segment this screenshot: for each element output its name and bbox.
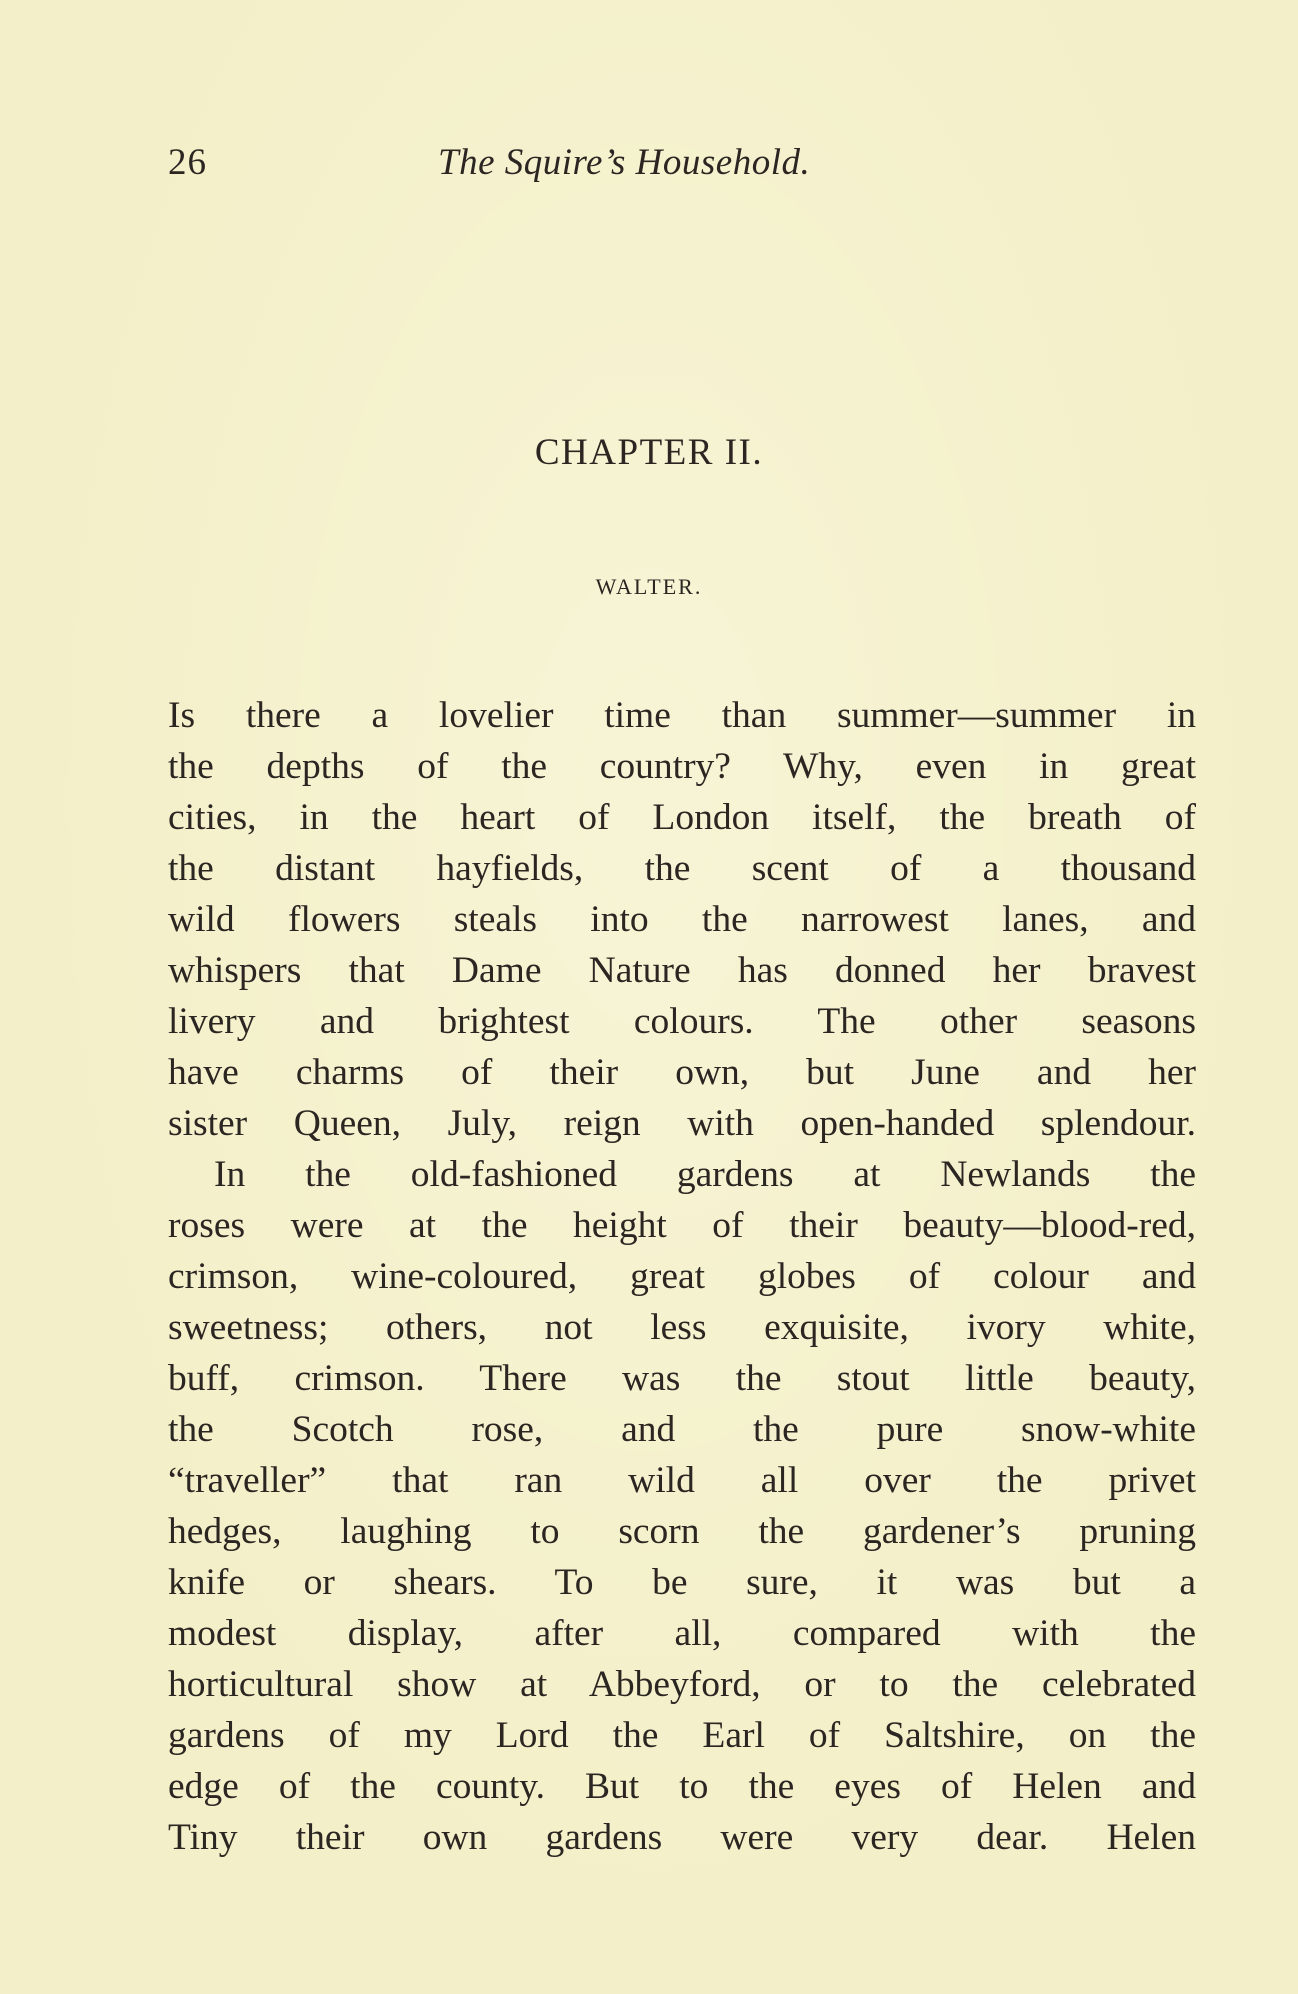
text-line: Is there a lovelier time than summer—summer in [168, 695, 1196, 736]
text-line: the distant hayfields, the scent of a thousand [168, 848, 1196, 889]
chapter-subtitle: WALTER. [595, 574, 703, 599]
text-line: “traveller” that ran wild all over the privet [168, 1460, 1196, 1501]
text-line: have charms of their own, but June and her [168, 1052, 1196, 1093]
chapter-heading: CHAPTER II. [534, 432, 764, 473]
text-line: the Scotch rose, and the pure snow-white [168, 1409, 1196, 1450]
text-line: whispers that Dame Nature has donned her bravest [168, 950, 1196, 991]
text-line: wild flowers steals into the narrowest lanes, and [168, 899, 1196, 940]
text-line: roses were at the height of their beauty—blood-red, [168, 1205, 1196, 1246]
running-head [168, 138, 928, 188]
text-line: Tiny their own gardens were very dear. Helen [168, 1817, 1196, 1858]
text-line: sister Queen, July, reign with open-handed splendour. [168, 1103, 1196, 1144]
text-line: the depths of the country? Why, even in great [168, 746, 1196, 787]
text-line: knife or shears. To be sure, it was but a [168, 1562, 1196, 1603]
text-line: crimson, wine-coloured, great globes of colour and [168, 1256, 1196, 1297]
text-line: In the old-fashioned gardens at Newlands the [214, 1154, 1196, 1195]
text-line: gardens of my Lord the Earl of Saltshire, on the [168, 1715, 1196, 1756]
text-line: horticultural show at Abbeyford, or to the celebrated [168, 1664, 1196, 1705]
text-line: buff, crimson. There was the stout little beauty, [168, 1358, 1196, 1399]
text-line: livery and brightest colours. The other seasons [168, 1001, 1196, 1042]
body-text [168, 690, 1196, 1863]
running-title: The Squire’s Household. [438, 142, 811, 183]
text-line: cities, in the heart of London itself, the breath of [168, 797, 1196, 838]
page-number: 26 [168, 142, 207, 183]
text-line: modest display, after all, compared with the [168, 1613, 1196, 1654]
text-line: sweetness; others, not less exquisite, ivory white, [168, 1307, 1196, 1348]
text-line: hedges, laughing to scorn the gardener’s pruning [168, 1511, 1196, 1552]
text-line: edge of the county. But to the eyes of Helen and [168, 1766, 1196, 1807]
